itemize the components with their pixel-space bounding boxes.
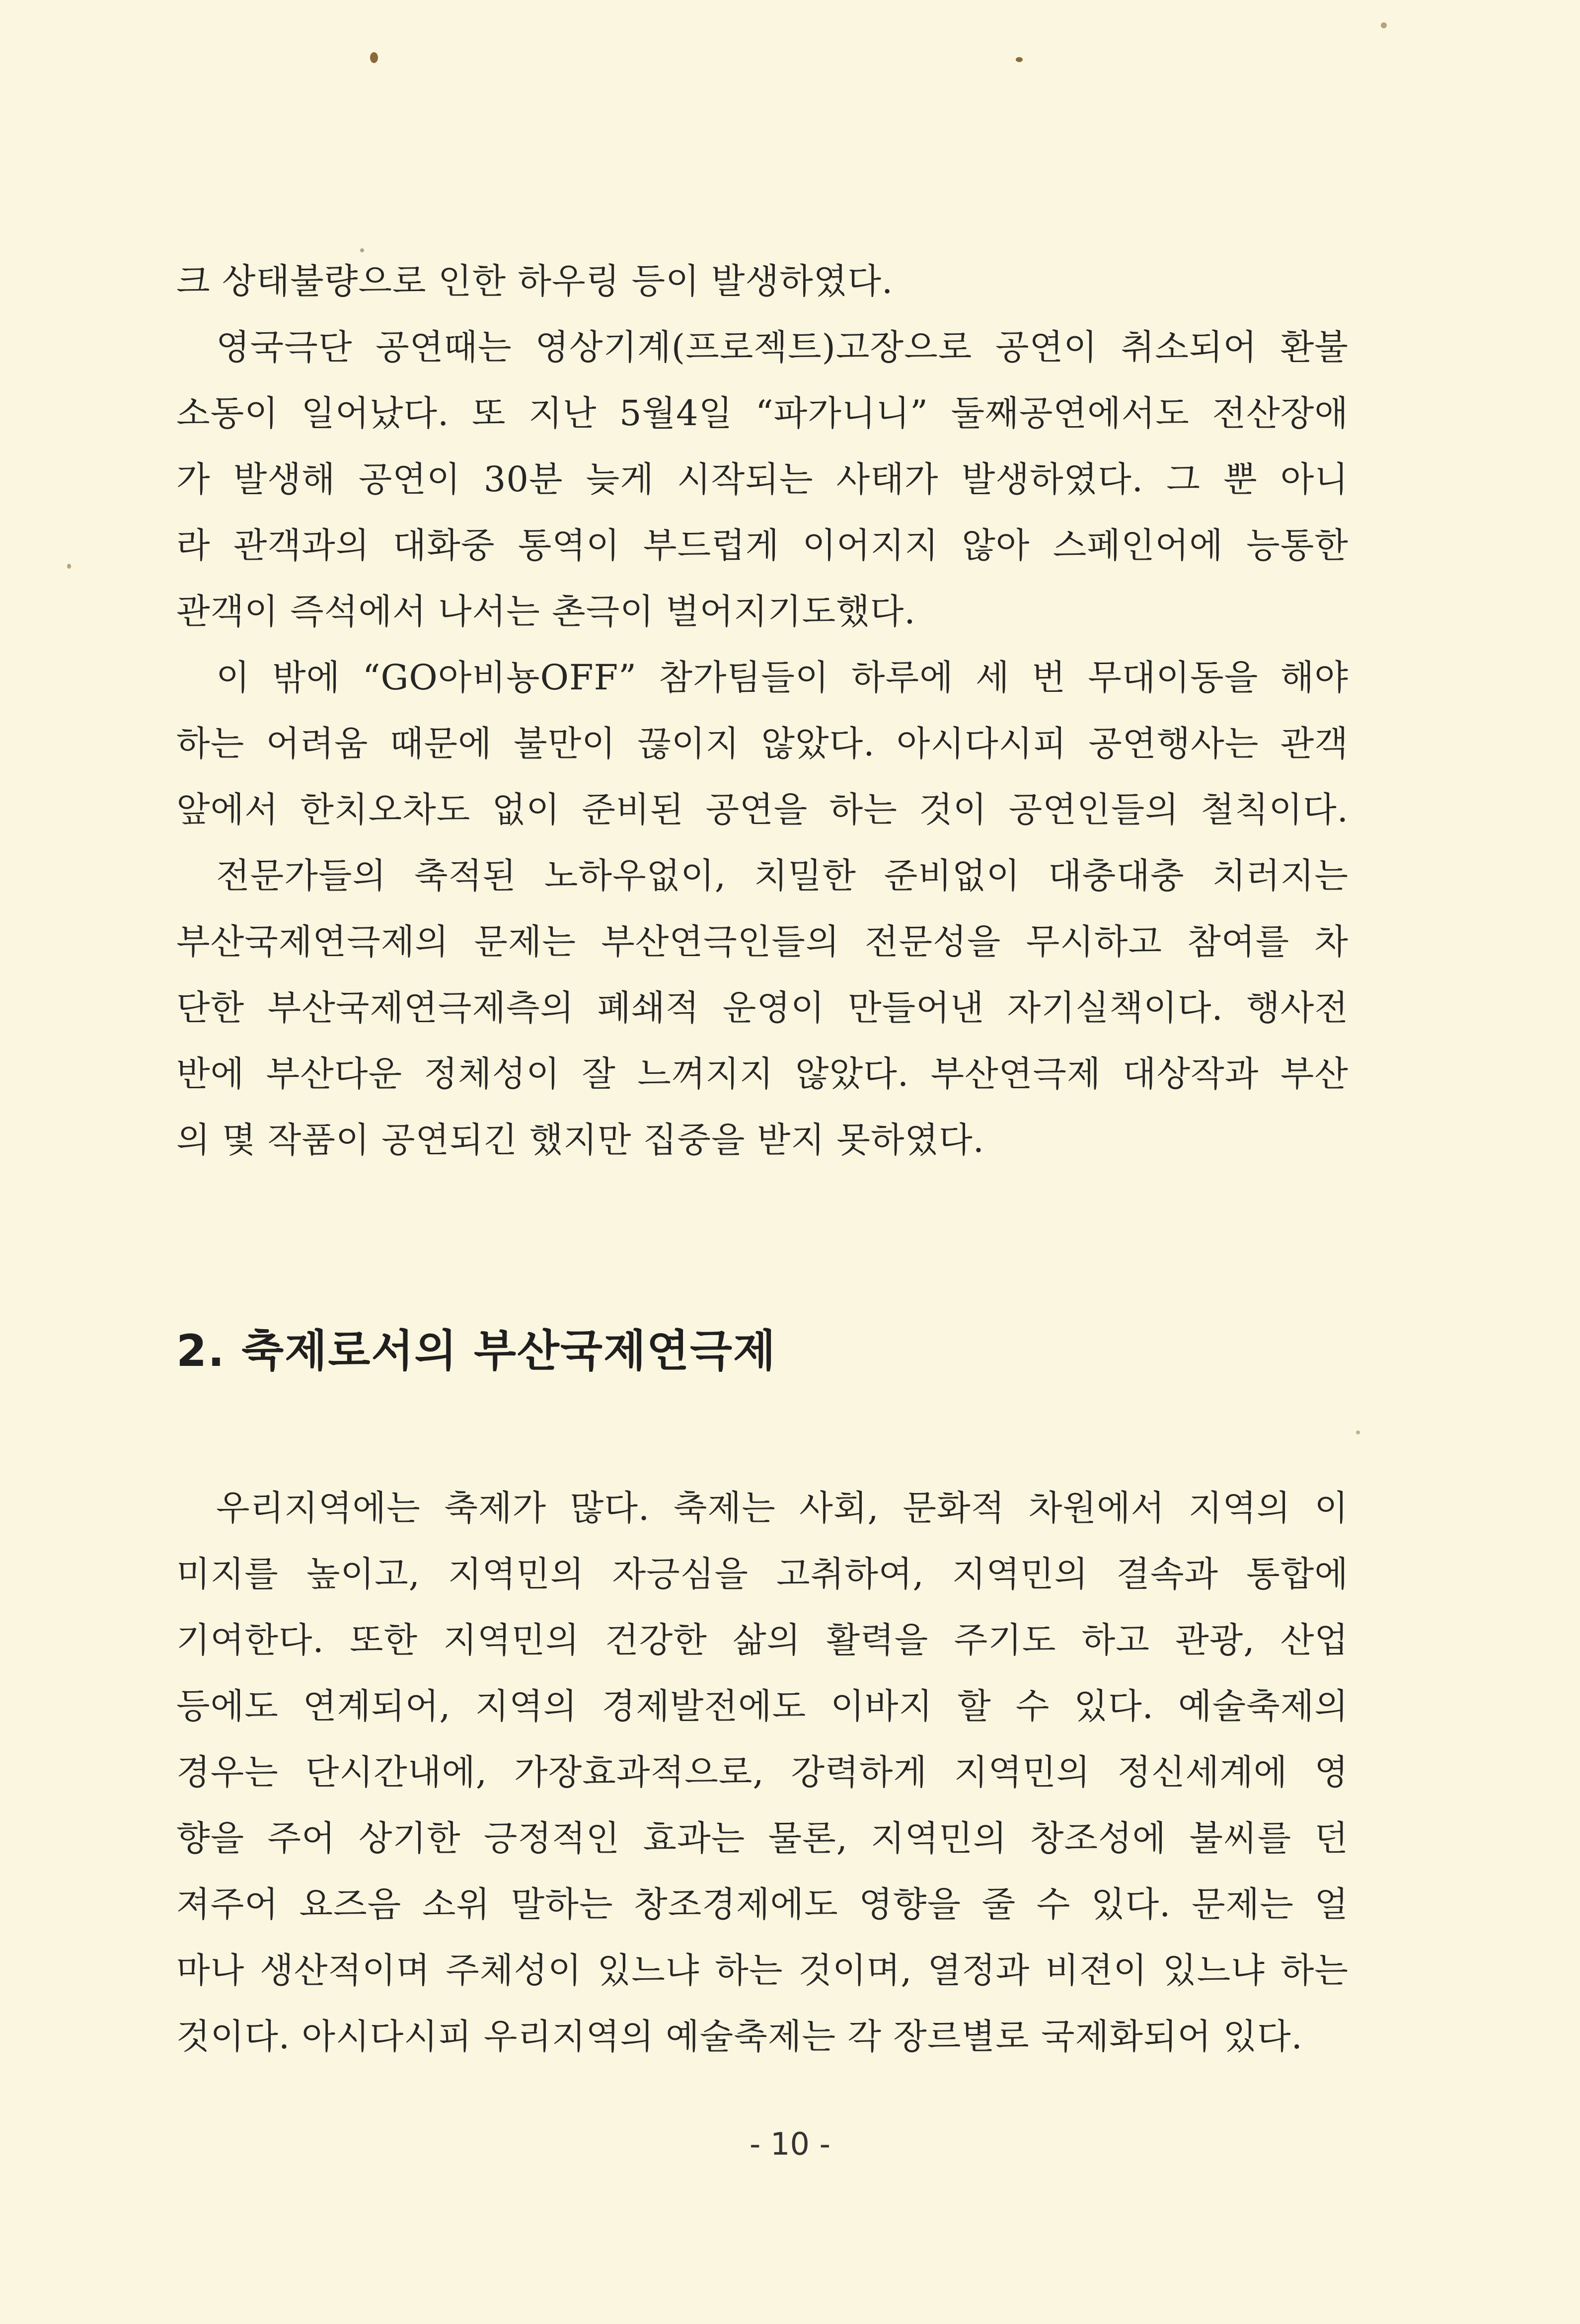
text-line: 전문가들의 축적된 노하우없이, 치밀한 준비없이 대충대충 치러지는 [216, 855, 1349, 896]
text-line: 반에 부산다운 정체성이 잘 느껴지지 않았다. 부산연극제 대상작과 부산 [176, 1053, 1349, 1094]
text-line: 소동이 일어났다. 또 지난 5월4일 “파가니니” 둘째공연에서도 전산장애 [176, 393, 1349, 434]
text-line: 등에도 연계되어, 지역의 경제발전에도 이바지 할 수 있다. 예술축제의 [176, 1686, 1349, 1726]
text-line: 이 밖에 “GO아비뇽OFF” 참가팀들이 하루에 세 번 무대이동을 해야 [216, 657, 1349, 698]
text-line: 하는 어려움 때문에 불만이 끊이지 않았다. 아시다시피 공연행사는 관객 [176, 723, 1349, 764]
text-line: 향을 주어 상기한 긍정적인 효과는 물론, 지역민의 창조성에 불씨를 던 [176, 1818, 1349, 1859]
section-heading: 2. 축제로서의 부산국제연극제 [176, 1325, 777, 1376]
paper-speck [370, 52, 378, 63]
paper-speck [67, 564, 71, 569]
text-line: 우리지역에는 축제가 많다. 축제는 사회, 문화적 차원에서 지역의 이 [216, 1488, 1349, 1528]
text-line: 것이다. 아시다시피 우리지역의 예술축제는 각 장르별로 국제화되어 있다. [176, 2016, 1303, 2057]
paper-speck [1356, 1430, 1360, 1434]
page-number: - 10 - [749, 2126, 831, 2162]
text-line: 져주어 요즈음 소위 말하는 창조경제에도 영향을 줄 수 있다. 문제는 얼 [176, 1884, 1349, 1925]
text-line: 영국극단 공연때는 영상기계(프로젝트)고장으로 공연이 취소되어 환불 [216, 327, 1349, 368]
text-line: 관객이 즉석에서 나서는 촌극이 벌어지기도했다. [176, 591, 916, 632]
text-line: 가 발생해 공연이 30분 늦게 시작되는 사태가 발생하였다. 그 뿐 아니 [176, 459, 1349, 500]
text-line: 경우는 단시간내에, 가장효과적으로, 강력하게 지역민의 정신세계에 영 [176, 1752, 1349, 1793]
text-line: 마나 생산적이며 주체성이 있느냐 하는 것이며, 열정과 비젼이 있느냐 하는 [176, 1950, 1349, 1991]
paragraph-block-1 [176, 248, 1349, 1173]
text-line: 기여한다. 또한 지역민의 건강한 삶의 활력을 주기도 하고 관광, 산업 [176, 1620, 1349, 1660]
text-line: 단한 부산국제연극제측의 폐쇄적 운영이 만들어낸 자기실책이다. 행사전 [176, 987, 1349, 1028]
text-line: 라 관객과의 대화중 통역이 부드럽게 이어지지 않아 스페인어에 능통한 [176, 525, 1349, 566]
paper-speck [1381, 22, 1387, 28]
text-line: 미지를 높이고, 지역민의 자긍심을 고취하여, 지역민의 결속과 통합에 [176, 1554, 1349, 1594]
text-line: 의 몇 작품이 공연되긴 했지만 집중을 받지 못하였다. [176, 1120, 985, 1160]
paper-speck [1016, 57, 1023, 62]
text-line: 부산국제연극제의 문제는 부산연극인들의 전문성을 무시하고 참여를 차 [176, 921, 1349, 962]
text-line: 앞에서 한치오차도 없이 준비된 공연을 하는 것이 공연인들의 철칙이다. [176, 789, 1349, 830]
paragraph-block-2 [176, 1475, 1349, 2070]
text-line: 크 상태불량으로 인한 하우링 등이 발생하였다. [176, 261, 894, 301]
